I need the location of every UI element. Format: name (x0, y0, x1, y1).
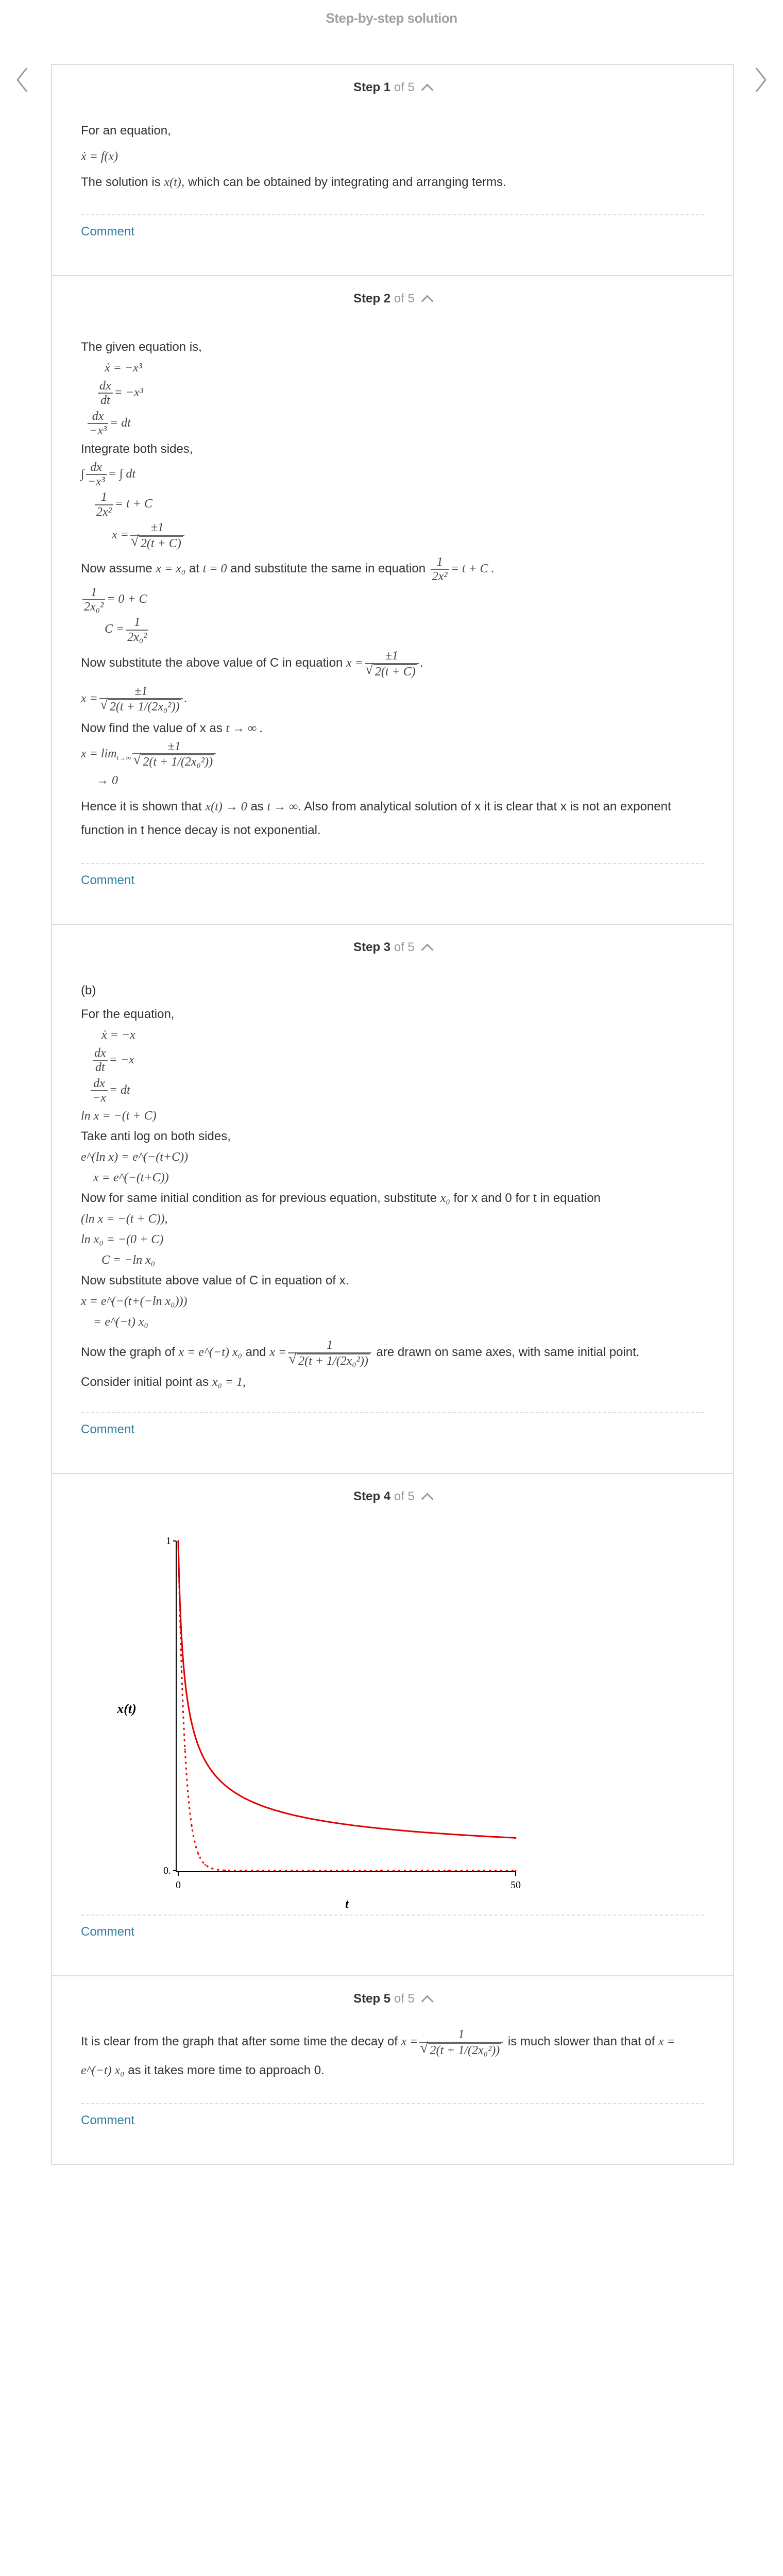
text: Now for same initial condition as for previous equation, substitute (81, 1191, 437, 1206)
data-point (191, 1825, 193, 1827)
step-header[interactable] (52, 276, 733, 307)
equation: ẋ = −x (101, 1028, 135, 1042)
denominator: −x³ (87, 474, 105, 488)
equation (81, 461, 704, 489)
equation (81, 740, 704, 769)
step-label: Step 1 (353, 80, 391, 94)
equation: ẋ = f(x) (81, 150, 118, 163)
equation (89, 1077, 704, 1105)
data-point (279, 1810, 280, 1812)
numerator: ±1 (99, 685, 183, 699)
text: as (250, 799, 264, 814)
text: as it takes more time to approach 0. (128, 2063, 325, 2077)
text: Take anti log on both sides, (81, 1129, 231, 1144)
text: . Also from analytical solution of x it is clear that x is not an exponent function in t hence decay is not exponential. (81, 799, 671, 838)
step-header[interactable] (52, 925, 733, 956)
denominator: √ 2(t + 1/(2x₀²)) (297, 1353, 370, 1368)
equation (105, 616, 704, 644)
step-5 (52, 1976, 733, 2165)
math: x = e^(−t) x₀ (81, 2035, 675, 2077)
series-line-exponential (178, 1541, 516, 1871)
text: at (189, 561, 199, 575)
rhs: = t + C (114, 497, 152, 511)
step-header[interactable] (52, 65, 733, 96)
text: Now find the value of x as (81, 721, 223, 735)
equation: = e^(−t) x₀ (93, 1315, 148, 1329)
chevron-left-icon (15, 66, 31, 94)
chevron-up-icon[interactable] (421, 943, 433, 956)
data-point (313, 1870, 314, 1872)
comment-link[interactable]: Comment (81, 2113, 135, 2127)
equation: ln x = −(t + C) (81, 1109, 157, 1123)
denominator: −x³ (89, 424, 107, 438)
data-point (205, 1864, 206, 1866)
equation: x = e^(−(t+C)) (93, 1171, 169, 1185)
text: Now substitute above value of C in equation of x. (81, 1274, 349, 1288)
equation: → 0 (96, 773, 118, 787)
data-point (380, 1870, 382, 1872)
previous-step-button[interactable] (15, 66, 31, 94)
steps-container (51, 64, 734, 2165)
chevron-right-icon (752, 66, 768, 94)
data-point (184, 1680, 186, 1681)
lhs: x = (346, 656, 363, 670)
text: For an equation, (81, 124, 171, 138)
y-tick-label: 0. (163, 1865, 171, 1877)
step-2: Step 2 of 5 The given equation is, ẋ = −x³ $\frac{dx}{dt}$ = −x³ $\frac{dx}{\text{−x³}}$ = dt Integrate both sides, ∫ $\frac{dx}{\text{−x³}}$ = ∫ dt $\frac{1}{\text{2x²}}$ = t + C x = ±1 √ 2(t + C) Now assume x = x₀ at t = 0 and substitute the same in equation $\frac{1}{\text{2x²}}$ = t + C . $\frac{1}{\text{2x₀²}}$ = 0 + C C = $\frac{1}{\text{2x₀²}}$ Now substitute the above value of C in equation x = ±1 √ 2(t + C) . x = ±1 √ 2(t + 1/(2x₀²)) . Now find the value of x as t → ∞ . $x = \lim_{t\to\infty}$ ±1 √ 2(t + 1/(2x₀²)) → 0 Hence it is shown that x(t) → 0 as t → ∞. Also from analytical solution of x it is clear that x is not an exponent function in t hence decay is not exponential. Comment (52, 276, 733, 925)
step-header[interactable] (52, 1474, 733, 1505)
data-point (515, 1870, 517, 1872)
step-count: of 5 (394, 292, 415, 306)
data-point (181, 1670, 182, 1671)
step-label: Step 2 (353, 292, 391, 306)
numerator: ±1 (365, 649, 419, 664)
rhs: = ∫ dt (108, 467, 136, 481)
chevron-up-icon[interactable] (421, 1493, 433, 1505)
chevron-up-icon[interactable] (421, 295, 433, 307)
numerator: 1 (419, 2028, 503, 2042)
numerator: 1 (82, 586, 105, 600)
equation (81, 586, 704, 614)
data-point (231, 1790, 233, 1791)
denominator: 2x₀² (84, 600, 104, 614)
x-axis-label: t (345, 1897, 349, 1911)
text: and substitute the same in equation (230, 561, 426, 575)
data-point (346, 1824, 348, 1825)
denominator: √ 2(t + C) (373, 664, 417, 679)
data-point (448, 1834, 449, 1835)
data-point (245, 1870, 247, 1872)
lhs: C = (105, 622, 125, 636)
numerator: dx (86, 461, 107, 475)
step-count: of 5 (394, 1489, 415, 1504)
numerator: dx (91, 1077, 108, 1091)
denominator: √ 2(t + 1/(2x₀²)) (141, 754, 214, 769)
step-header[interactable] (52, 1976, 733, 2007)
denominator: √ 2(t + C) (139, 536, 183, 550)
denominator: √ 2(t + 1/(2x₀²)) (428, 2043, 501, 2057)
chevron-up-icon[interactable] (421, 1995, 433, 2008)
step-label: Step 5 (353, 1992, 391, 2006)
text: Now the graph of (81, 1345, 175, 1360)
x-tick-label: 0 (176, 1879, 181, 1891)
text: and (245, 1345, 266, 1360)
step-label: Step 3 (353, 940, 391, 954)
lhs: x = lim (81, 747, 117, 760)
text: The given equation is, (81, 340, 202, 354)
text: (b) (81, 983, 96, 997)
equation: x = ±1 √ 2(t + 1/(2x₀²)) . (81, 685, 704, 714)
data-point (198, 1745, 199, 1747)
numerator: 1 (95, 490, 113, 505)
denominator: 2x² (96, 505, 112, 519)
step-count: of 5 (394, 80, 415, 94)
math: x(t) → 0 (205, 800, 247, 814)
text: Integrate both sides, (81, 442, 193, 456)
rhs: = dt (109, 1083, 130, 1097)
data-point (198, 1854, 199, 1855)
page-title: Step-by-step solution (326, 10, 457, 26)
data-point (515, 1837, 517, 1839)
y-axis-label: x(t) (117, 1701, 137, 1717)
step-1 (52, 65, 733, 276)
data-point (380, 1828, 382, 1829)
equation (93, 490, 704, 519)
integral-sign: ∫ (81, 467, 84, 481)
numerator: dx (98, 379, 113, 394)
series-line-algebraic (178, 1541, 516, 1838)
math: x(t) (164, 176, 181, 189)
denominator: dt (100, 394, 110, 408)
equation (112, 521, 704, 550)
lhs: x = (269, 1346, 287, 1360)
step-count: of 5 (394, 940, 415, 954)
math: t = 0 (202, 562, 227, 575)
comment-link[interactable]: Comment (81, 873, 135, 887)
denominator: dt (95, 1061, 105, 1075)
chevron-up-icon[interactable] (421, 83, 433, 96)
denominator: √ 2(t + 1/(2x₀²)) (108, 699, 181, 714)
numerator: ±1 (132, 740, 216, 754)
text: Hence it is shown that (81, 799, 202, 814)
equation: x = e^(−(t+(−ln x₀))) (81, 1295, 188, 1309)
lhs: x = (112, 528, 129, 542)
numerator: dx (93, 1046, 108, 1061)
equation (91, 1046, 704, 1075)
data-point (211, 1868, 213, 1869)
lhs: x = (401, 2035, 418, 2049)
equation (86, 410, 704, 438)
y-tick-label: 1 (166, 1535, 171, 1547)
decay-chart (73, 1510, 521, 1911)
math: x = x₀ (156, 562, 186, 575)
text: are drawn on same axes, with same initial point. (376, 1345, 640, 1360)
comment-link[interactable]: Comment (81, 1422, 135, 1437)
equation: (ln x = −(t + C)), (81, 1212, 168, 1226)
numerator: dx (88, 410, 108, 424)
rhs: = −x (109, 1053, 134, 1066)
data-point (184, 1749, 186, 1750)
text: It is clear from the graph that after some time the decay of (81, 2035, 398, 2049)
data-point (481, 1835, 483, 1837)
numerator: 1 (288, 1338, 371, 1353)
math: t → ∞ . (226, 721, 263, 735)
numerator: 1 (126, 616, 148, 630)
denominator: 2x² (432, 570, 448, 584)
rhs: = −x³ (114, 385, 143, 399)
data-point (188, 1797, 189, 1798)
next-step-button[interactable] (752, 66, 768, 94)
text: , which can be obtained by integrating and arranging terms. (181, 175, 506, 189)
math: x₀ = 1, (212, 1376, 246, 1389)
equation (96, 379, 704, 408)
denominator: −x (92, 1091, 106, 1105)
x-tick-label: 50 (510, 1879, 521, 1891)
equation: ln x₀ = −(0 + C) (81, 1233, 164, 1247)
rhs: = t + C . (450, 562, 495, 575)
math: x₀ (440, 1192, 450, 1206)
data-point (414, 1831, 415, 1833)
comment-link[interactable]: Comment (81, 225, 135, 239)
denominator: 2x₀² (127, 630, 147, 644)
text: Now substitute the above value of C in equation (81, 656, 343, 670)
text: For the equation, (81, 1007, 175, 1021)
step-label: Step 4 (353, 1489, 391, 1504)
data-point (225, 1870, 226, 1871)
lhs: x = (81, 691, 98, 705)
equation: ẋ = −x³ (105, 361, 142, 375)
text: The solution is (81, 175, 161, 189)
step-4 (52, 1474, 733, 1976)
data-point (245, 1798, 247, 1800)
math: x = e^(−t) x₀ (178, 1346, 242, 1360)
text: for x and 0 for t in equation (453, 1191, 601, 1206)
numerator: 1 (431, 555, 449, 570)
equation: C = −ln x₀ (101, 1253, 156, 1267)
step-3 (52, 925, 733, 1474)
equation: e^(ln x) = e^(−(t+C)) (81, 1150, 189, 1164)
data-point (448, 1870, 449, 1872)
comment-link[interactable]: Comment (81, 1925, 135, 1939)
text: Now assume (81, 561, 152, 575)
data-point (313, 1819, 314, 1820)
data-point (191, 1723, 193, 1724)
data-point (178, 1540, 179, 1542)
numerator: ±1 (130, 521, 184, 535)
math: t → ∞ (267, 800, 298, 814)
step-count: of 5 (394, 1992, 415, 2006)
data-point (211, 1770, 213, 1772)
text: Consider initial point as (81, 1375, 209, 1389)
limit-subscript: t→∞ (116, 754, 131, 762)
text: is much slower than that of (507, 2035, 655, 2049)
rhs: = dt (110, 416, 131, 430)
rhs: = 0 + C (107, 592, 147, 606)
